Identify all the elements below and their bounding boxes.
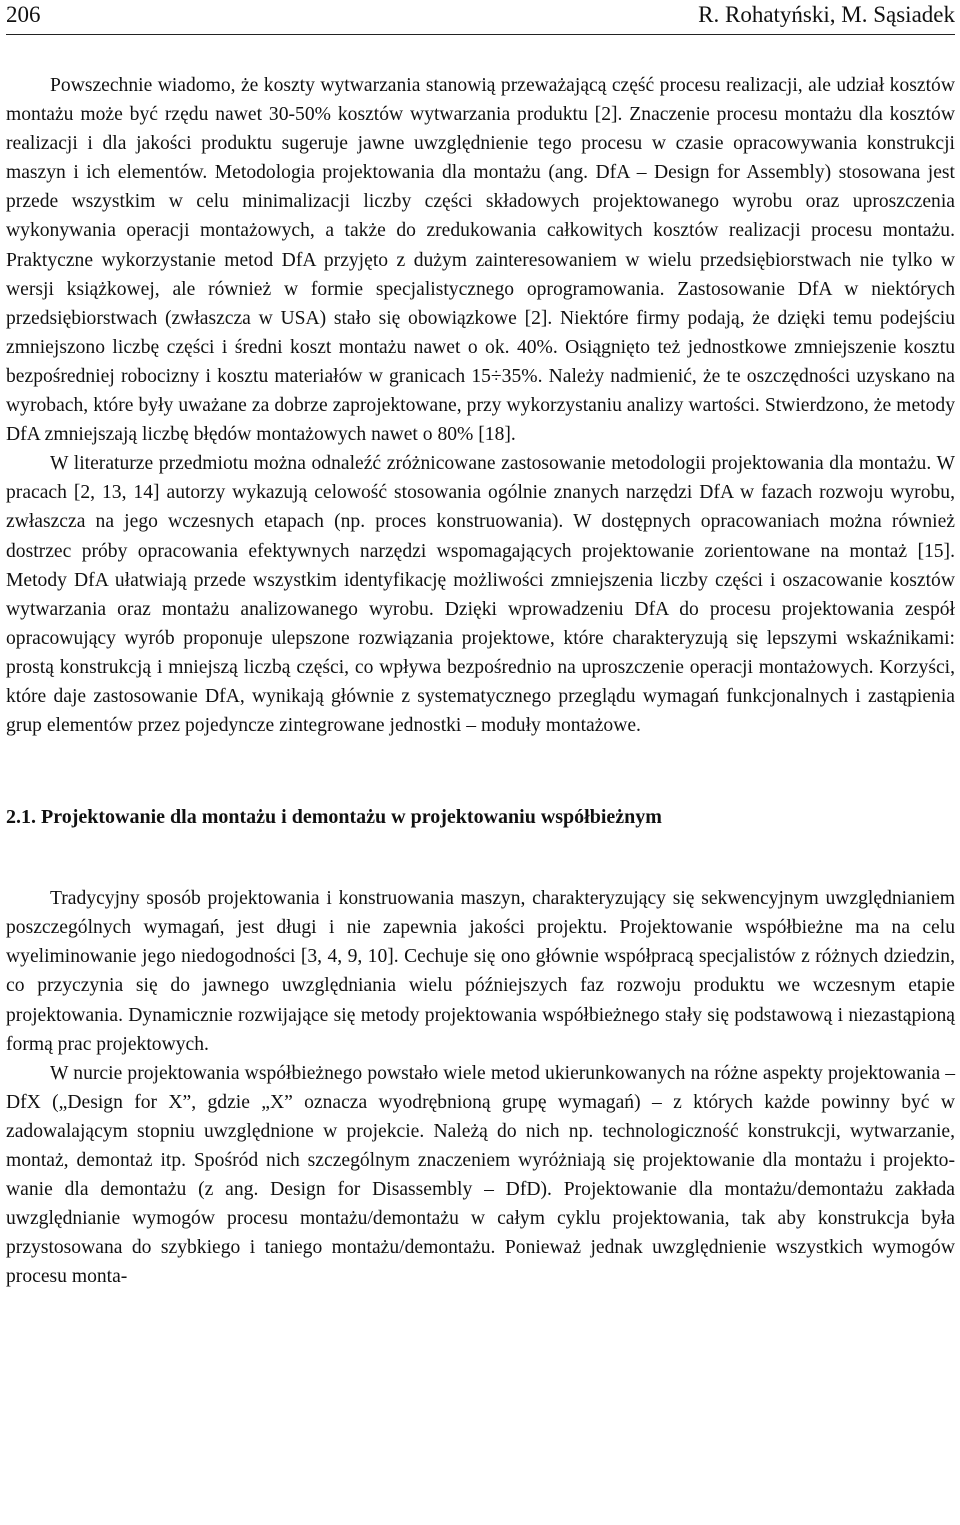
section-body bbox=[6, 884, 955, 1291]
section-title: Projektowanie dla montażu i demontażu w projektowaniu współbieżnym bbox=[41, 806, 662, 829]
page bbox=[6, 0, 955, 1291]
section-number: 2.1. bbox=[6, 806, 36, 829]
paragraph-2: W literaturze przedmiotu można odnaleźć zróżnicowane zastosowanie metodologii projektowania dla montażu. W pracach [2, 13, 14] autorzy wykazują celowość stosowania ogólnie znanych narzędzi DfA w fazach rozwoju wyrobu, zwłaszcza na jego wczesnych etapach (np. proces konstruowania). W dostępnych opracowaniach można również dostrzec próby opracowania efektywnych narzędzi wspomagających projektowanie zorientowane na montaż [15]. Metody DfA ułatwiają przede wszystkim identyfikację możliwości zmniejszenia liczby części i oszacowanie kosztów wytwarzania oraz montażu analizowanego wyrobu. Dzięki wprowadzeniu DfA do procesu projektowania zespół opracowujący wyrób proponuje ulepszone rozwiązania projektowe, które charakteryzują się lepszymi wskaźnikami: prostą konstrukcją i mniejszą liczbą części, co wpływa bezpośrednio na uproszczenie operacji montażowych. Korzyści, które daje zastosowanie DfA, wynikają głównie z systematycznego przeglądu wymagań funkcjonalnych i zastąpienia grup elementów przez pojedyncze zintegrowane jednostki – moduły montażowe. bbox=[6, 453, 955, 737]
paragraph-1: Powszechnie wiadomo, że koszty wytwarzania stanowią przeważającą część procesu realizacji, ale udział kosztów montażu może być rzędu nawet 30-50% kosztów wytwarzania produktu [2]. Znaczenie procesu montażu dla kosztów realizacji i dla jakości produktu sugeruje jawne uwzględnienie tego procesu w czasie opracowywania konstrukcji maszyn i ich elementów. Metodologia projektowania dla montażu (ang. DfA – Design for Assembly) stosowana jest przede wszystkim w celu minimalizacji liczby części składowych projektowanego wyrobu oraz uproszczenia wykonywania operacji montażowych, a także do zredukowania całkowitych kosztów realizacji procesu montażu. Praktyczne wykorzystanie metod DfA przyjęto z dużym zainteresowaniem w wielu przedsiębiorstwach nie tylko w wersji książkowej, ale również w formie specjalistycznego oprogramowania. Zastosowanie DfA w niektórych przedsiębiorstwach (zwłaszcza w USA) stało się obowiązkowe [2]. Niektóre firmy podają, że dzięki temu podejściu zmniejszono liczbę części i średni koszt montażu nawet o ok. 40%. Osiągnięto też jednostkowe zmniejszenie kosztu bezpośredniej robocizny i kosztu materiałów w granicach 15÷35%. Należy nadmienić, że te oszczędności uzyskano na wyrobach, które były uważane za dobrze zaprojektowane, przy wykorzystaniu analizy wartości. Stwierdzono, że metody DfA zmniejszają liczbę błędów montażowych nawet o 80% [18]. bbox=[6, 75, 955, 446]
section-paragraph-2: W nurcie projektowania współbieżnego powstało wiele metod ukierunkowanych na różne aspekty projektowania – DfX („Design for X”, gdzie „X” oznacza wyodrębnioną grupę wymagań) – z których każde powinny być w zadowalającym stopniu uwzględnione w projekcie. Należą do nich np. technologiczność konstrukcji, wytwarzanie, montaż, demontaż itp. Spośród nich szczególnym znaczeniem wyróżniają się projektowanie dla montażu i projektowanie dla demontażu (z ang. Design for Disassembly – DfD). Projektowanie dla montażu/demontażu zakłada uwzględnianie wymogów procesu montażu/demontażu w całym cyklu projektowania, tak aby konstrukcja była przystosowana do szybkiego i taniego montażu/demontażu. Ponieważ jednak uwzględnienie wszystkich wymogów procesu monta- bbox=[6, 1062, 955, 1288]
running-header bbox=[6, 0, 955, 35]
page-number: 206 bbox=[6, 2, 41, 27]
body-text bbox=[6, 71, 955, 740]
running-title-authors: R. Rohatyński, M. Sąsiadek bbox=[698, 2, 955, 27]
section-paragraph-1: Tradycyjny sposób projektowania i konstruowania maszyn, charakteryzujący się sekwencyjnym uwzględnianiem poszczególnych wymagań, jest długi i nie zapewnia jakości projektu. Projektowanie współbieżne ma na celu wyeliminowanie jego niedogodności [3, 4, 9, 10]. Cechuje się ono głównie współpracą specjalistów z różnych dziedzin, co przyczynia się do jawnego uwzględniania wielu późniejszych faz rozwoju produktu we wczesnym etapie projektowania. Dynamicznie rozwijające się metody projektowania współbieżnego stały się podstawową i niezastąpioną formą prac projektowych. bbox=[6, 888, 955, 1055]
section-heading bbox=[6, 802, 955, 832]
